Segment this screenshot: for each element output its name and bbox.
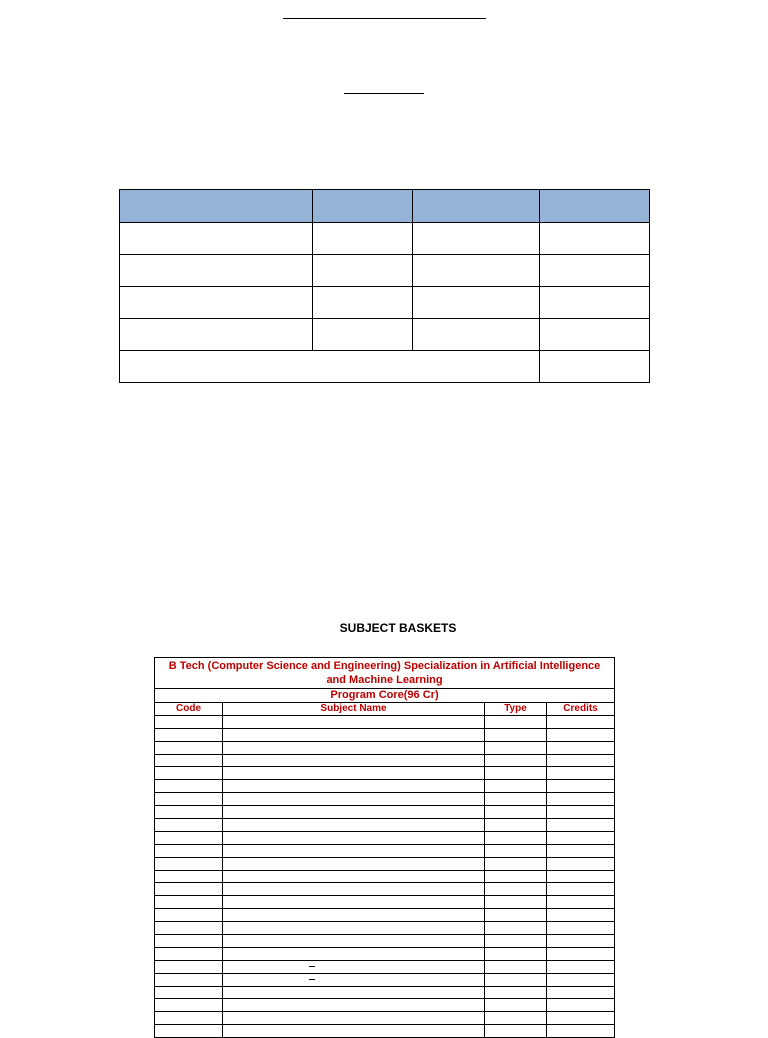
table-cell <box>223 806 485 819</box>
table-cell <box>485 960 547 973</box>
table-row <box>155 973 615 986</box>
summary-cell <box>313 223 413 255</box>
table-cell <box>223 986 485 999</box>
table-row <box>155 986 615 999</box>
table-cell <box>485 1012 547 1025</box>
table-cell <box>223 883 485 896</box>
table-cell <box>223 728 485 741</box>
table-cell <box>155 973 223 986</box>
table-cell <box>155 767 223 780</box>
table-cell <box>155 1025 223 1038</box>
table-cell <box>223 741 485 754</box>
table-cell <box>155 831 223 844</box>
table-cell <box>485 793 547 806</box>
section-title: SUBJECT BASKETS <box>339 621 457 635</box>
table-cell <box>223 844 485 857</box>
summary-cell <box>540 287 650 319</box>
summary-header-cell <box>413 190 540 223</box>
table-cell <box>155 780 223 793</box>
summary-cell <box>540 255 650 287</box>
program-core-row <box>155 689 615 703</box>
table-row <box>155 883 615 896</box>
column-header-subject-name: Subject Name <box>223 703 485 716</box>
subheader-rule <box>344 93 424 94</box>
table-cell <box>155 819 223 832</box>
table-row <box>155 767 615 780</box>
table-cell <box>547 870 615 883</box>
table-cell <box>485 935 547 948</box>
table-row <box>155 896 615 909</box>
table-cell <box>547 728 615 741</box>
table-cell <box>223 960 485 973</box>
table-cell <box>485 883 547 896</box>
table-cell <box>223 819 485 832</box>
summary-cell <box>313 319 413 351</box>
table-cell <box>155 922 223 935</box>
summary-row <box>120 287 650 319</box>
summary-total-cell <box>540 351 650 383</box>
table-cell <box>547 960 615 973</box>
table-row <box>155 831 615 844</box>
table-row <box>155 844 615 857</box>
table-row <box>155 857 615 870</box>
table-cell <box>547 973 615 986</box>
summary-header-cell <box>120 190 313 223</box>
table-cell <box>155 935 223 948</box>
table-cell <box>223 896 485 909</box>
column-header-row <box>155 703 615 716</box>
table-cell <box>485 922 547 935</box>
table-row <box>155 728 615 741</box>
summary-header-cell <box>540 190 650 223</box>
table-cell <box>223 767 485 780</box>
table-cell <box>485 947 547 960</box>
table-cell <box>547 780 615 793</box>
table-cell <box>547 857 615 870</box>
table-cell <box>155 999 223 1012</box>
summary-header-row <box>120 190 650 223</box>
table-cell <box>223 999 485 1012</box>
table-cell <box>223 909 485 922</box>
table-cell <box>223 947 485 960</box>
table-cell <box>485 870 547 883</box>
summary-cell <box>413 319 540 351</box>
table-cell <box>223 870 485 883</box>
table-cell <box>155 844 223 857</box>
table-cell <box>223 793 485 806</box>
table-cell <box>485 999 547 1012</box>
table-cell <box>547 883 615 896</box>
table-cell <box>547 806 615 819</box>
table-cell <box>223 857 485 870</box>
table-row <box>155 960 615 973</box>
table-cell <box>485 715 547 728</box>
summary-cell <box>540 223 650 255</box>
table-cell <box>485 806 547 819</box>
table-row <box>155 754 615 767</box>
table-cell <box>155 896 223 909</box>
table-cell <box>223 754 485 767</box>
table-cell <box>547 947 615 960</box>
table-cell <box>155 960 223 973</box>
table-cell <box>155 883 223 896</box>
table-row <box>155 1012 615 1025</box>
table-cell <box>485 754 547 767</box>
summary-total-label-cell <box>120 351 540 383</box>
table-cell <box>547 844 615 857</box>
table-cell <box>485 896 547 909</box>
table-cell <box>155 715 223 728</box>
summary-cell <box>120 223 313 255</box>
summary-row <box>120 223 650 255</box>
summary-row <box>120 255 650 287</box>
table-cell <box>223 715 485 728</box>
table-cell <box>485 973 547 986</box>
table-cell <box>547 767 615 780</box>
table-row <box>155 870 615 883</box>
table-row <box>155 741 615 754</box>
summary-cell <box>413 223 540 255</box>
table-cell <box>155 986 223 999</box>
subject-basket-table <box>154 657 615 1038</box>
table-cell <box>547 793 615 806</box>
table-cell <box>223 922 485 935</box>
basket-title: B Tech (Computer Science and Engineering) Specialization in Artificial Intelligence and Machine Learning <box>155 658 615 689</box>
column-header-credits: Credits <box>547 703 615 716</box>
table-row <box>155 935 615 948</box>
summary-cell <box>313 287 413 319</box>
table-cell <box>485 909 547 922</box>
table-cell <box>547 754 615 767</box>
table-cell <box>485 831 547 844</box>
table-row <box>155 793 615 806</box>
table-cell <box>223 780 485 793</box>
table-cell <box>155 793 223 806</box>
table-cell <box>547 922 615 935</box>
table-cell <box>223 1025 485 1038</box>
table-cell <box>547 1012 615 1025</box>
table-cell <box>547 831 615 844</box>
table-cell <box>547 819 615 832</box>
summary-cell <box>413 255 540 287</box>
table-row <box>155 909 615 922</box>
table-cell <box>485 728 547 741</box>
table-cell <box>223 935 485 948</box>
table-cell <box>155 947 223 960</box>
table-cell <box>155 857 223 870</box>
table-cell <box>485 780 547 793</box>
header-rule <box>283 18 486 19</box>
table-cell <box>485 741 547 754</box>
table-cell <box>547 986 615 999</box>
basket-title-row <box>155 658 615 689</box>
program-core-label: Program Core(96 Cr) <box>155 689 615 703</box>
table-cell <box>485 986 547 999</box>
table-cell <box>155 1012 223 1025</box>
table-cell <box>155 741 223 754</box>
credit-summary-table <box>119 189 650 383</box>
table-cell <box>547 935 615 948</box>
table-cell <box>223 1012 485 1025</box>
summary-header-cell <box>313 190 413 223</box>
table-cell <box>547 909 615 922</box>
dash-mark <box>309 966 315 967</box>
table-cell <box>547 741 615 754</box>
table-row <box>155 947 615 960</box>
table-cell <box>155 870 223 883</box>
table-cell <box>547 715 615 728</box>
table-cell <box>155 754 223 767</box>
table-row <box>155 1025 615 1038</box>
table-row <box>155 780 615 793</box>
summary-cell <box>120 255 313 287</box>
table-row <box>155 999 615 1012</box>
summary-cell <box>413 287 540 319</box>
summary-cell <box>540 319 650 351</box>
summary-total-row <box>120 351 650 383</box>
dash-mark <box>309 979 315 980</box>
table-cell <box>485 819 547 832</box>
table-row <box>155 715 615 728</box>
column-header-code: Code <box>155 703 223 716</box>
table-cell <box>485 767 547 780</box>
table-cell <box>155 909 223 922</box>
table-cell <box>547 896 615 909</box>
summary-cell <box>120 287 313 319</box>
table-cell <box>547 999 615 1012</box>
table-cell <box>485 1025 547 1038</box>
table-cell <box>155 806 223 819</box>
column-header-type: Type <box>485 703 547 716</box>
table-cell <box>223 973 485 986</box>
summary-cell <box>120 319 313 351</box>
summary-cell <box>313 255 413 287</box>
table-row <box>155 819 615 832</box>
table-cell <box>547 1025 615 1038</box>
table-row <box>155 806 615 819</box>
table-cell <box>223 831 485 844</box>
table-cell <box>155 728 223 741</box>
table-cell <box>485 844 547 857</box>
summary-row <box>120 319 650 351</box>
table-cell <box>485 857 547 870</box>
table-row <box>155 922 615 935</box>
